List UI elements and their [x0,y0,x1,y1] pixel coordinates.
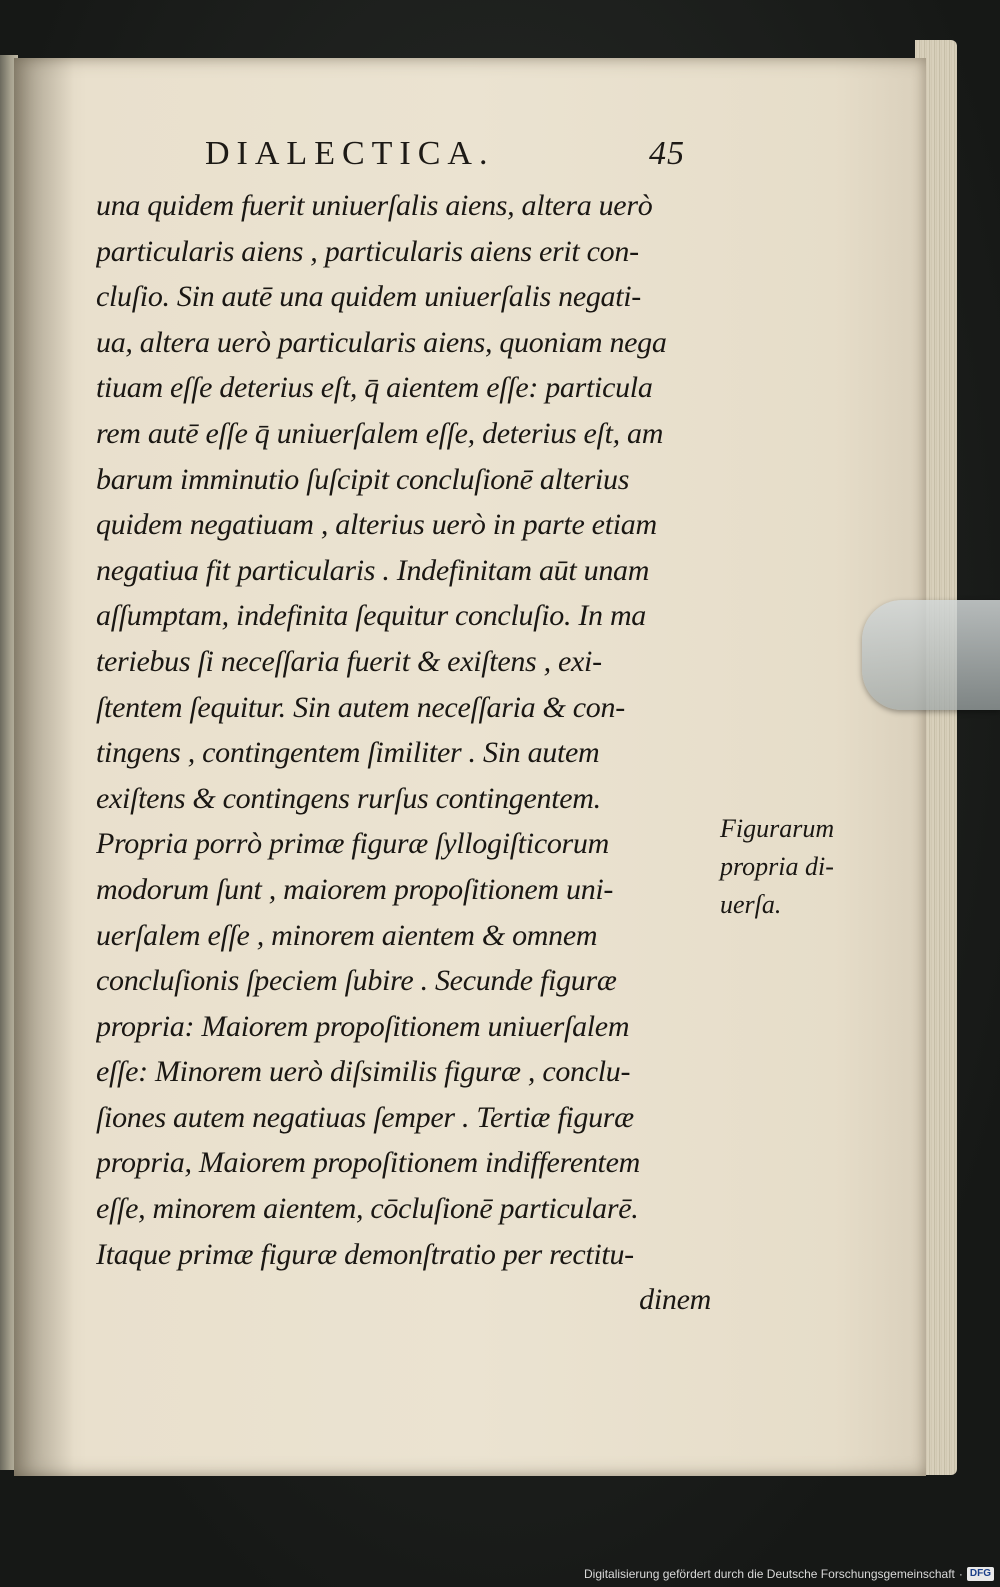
text-line: tingens , contingentem ſimiliter . Sin autem [96,736,600,770]
running-head [205,135,685,175]
credit-text: Digitalisierung gefördert durch die Deutsche Forschungsgemeinschaft [584,1567,955,1581]
page-number: 45 [649,135,685,172]
text-line: particularis aiens , particularis aiens erit con- [96,234,639,268]
text-line: ua, altera uerò particularis aiens, quoniam nega [96,325,667,359]
text-line: Propria porrò primæ figuræ ſyllogiſticorum [96,827,610,861]
text-line: rem autē eſſe q̄ uniuerſalem eſſe, deterius eſt, am [96,416,664,450]
text-line: modorum ſunt , maiorem propoſitionem uni- [96,872,614,906]
dfg-logo: DFG [967,1567,994,1581]
page-clip [862,600,1000,710]
text-line: Itaque primæ figuræ demonſtratio per rectitu- [96,1237,634,1271]
text-line: negatiua fit particularis . Indefinitam aūt unam [96,553,650,587]
text-line: aſſumptam, indefinita ſequitur concluſio. In ma [96,599,647,633]
text-line: una quidem fuerit uniuerſalis aiens, altera uerò [96,189,653,222]
text-line: propria, Maiorem propoſitionem indifferentem [96,1146,640,1180]
text-line: teriebus ſi neceſſaria fuerit & exiſtens , exi- [96,644,602,678]
text-line: ſtentem ſequitur. Sin autem neceſſaria & con- [96,690,625,724]
marginal-note-line: propria di- [720,852,834,881]
text-line: uerſalem eſſe , minorem aientem & omnem [96,918,598,952]
text-line: propria: Maiorem propoſitionem uniuerſalem [96,1009,630,1043]
body-text [96,183,711,1323]
text-line: ſiones autem negatiuas ſemper . Tertiæ figuræ [96,1100,634,1134]
text-line: exiſtens & contingens rurſus contingentem. [96,781,601,815]
text-line: cluſio. Sin autē una quidem uniuerſalis negati- [96,280,642,314]
marginal-note [720,810,870,924]
text-line: concluſionis ſpeciem ſubire . Secunde figuræ [96,964,617,998]
digitization-credit: Digitalisierung gefördert durch die Deutsche Forschungsgemeinschaft · DFG [584,1565,994,1583]
running-head-title: DIALECTICA. [205,135,495,172]
marginal-note-line: Figurarum [720,814,835,843]
text-line: barum imminutio ſuſcipit concluſionē alterius [96,462,630,496]
text-line: eſſe: Minorem uerò diſsimilis figuræ , conclu- [96,1055,631,1089]
catchword: dinem [639,1283,711,1317]
marginal-note-line: uerſa. [720,890,782,919]
text-line: quidem negatiuam , alterius uerò in parte etiam [96,508,657,542]
text-line: eſſe, minorem aientem, cōcluſionē particularē. [96,1192,639,1226]
gutter-shadow [14,58,74,1476]
text-line: tiuam eſſe deterius eſt, q̄ aientem eſſe: particula [96,371,653,405]
